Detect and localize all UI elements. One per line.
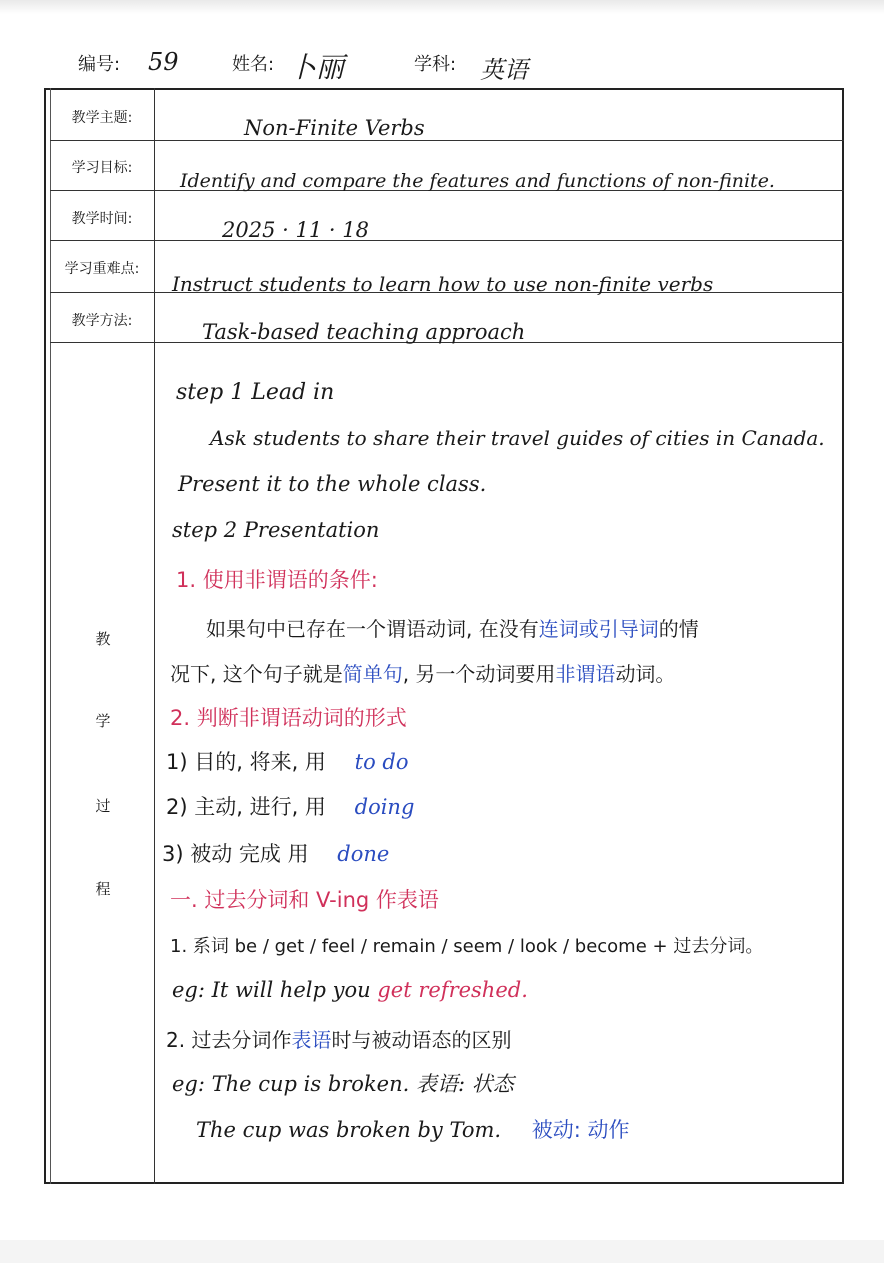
part-item-1: 1. 系词 be / get / feel / remain / seem / look / become + 过去分词。 [170, 936, 764, 957]
step1-line1: Ask students to share their travel guides of cities in Canada. [210, 426, 825, 450]
goal-label: 学习目标: [71, 160, 133, 176]
process-label-char: 程 [95, 880, 111, 898]
subject-value: 英语 [480, 56, 528, 84]
process-label-char: 教 [95, 630, 111, 648]
table-inner-border [50, 88, 51, 1184]
form-text: 2) 主动, 进行, 用 [166, 795, 326, 819]
step1-line2: Present it to the whole class. [178, 472, 487, 496]
method-label: 教学方法: [71, 313, 133, 329]
method-value: Task-based teaching approach [202, 320, 526, 344]
process-label-char: 学 [95, 712, 111, 730]
example-highlight: 被动: 动作 [531, 1118, 630, 1142]
part-text: 2. 过去分词作 [166, 1028, 292, 1052]
condition-para-2 [170, 658, 675, 687]
goal-value: Identify and compare the features and functions of non-finite. [180, 170, 775, 192]
example-1 [172, 978, 528, 1002]
subject-label: 学科: [414, 54, 457, 75]
form-item-3 [162, 838, 389, 868]
example-highlight: get refreshed. [377, 978, 528, 1002]
step2-title: step 2 Presentation [172, 518, 380, 542]
example-3 [196, 1114, 630, 1144]
condition-text: 的情 [658, 617, 699, 641]
form-highlight: done [337, 842, 390, 866]
part-item-2 [166, 1024, 511, 1053]
number-value: 59 [148, 48, 179, 76]
name-label: 姓名: [232, 54, 275, 75]
row-divider [50, 140, 844, 141]
condition-text: 如果句中已存在一个谓语动词, 在没有 [206, 617, 539, 641]
part-title: 一. 过去分词和 V-ing 作表语 [170, 888, 439, 912]
form-text: 3) 被动 完成 用 [162, 842, 309, 866]
condition-text: , 另一个动词要用 [402, 662, 556, 686]
time-label: 教学时间: [71, 211, 133, 227]
label-column-divider [154, 88, 155, 1184]
example-text: eg: It will help you [172, 978, 371, 1002]
condition-text: 动词。 [615, 662, 676, 686]
condition-para-1 [206, 613, 699, 642]
form-item-2 [166, 791, 414, 821]
condition-title: 1. 使用非谓语的条件: [176, 568, 378, 592]
step1-title: step 1 Lead in [176, 380, 335, 405]
process-label-char: 过 [95, 797, 111, 815]
condition-highlight: 连词或引导词 [538, 617, 659, 641]
example-2: eg: The cup is broken. 表语: 状态 [172, 1072, 514, 1096]
number-label: 编号: [78, 54, 121, 75]
scan-edge-top [0, 0, 884, 14]
form-highlight: doing [354, 795, 415, 819]
form-title: 2. 判断非谓语动词的形式 [170, 706, 407, 730]
condition-highlight: 简单句 [342, 662, 403, 686]
scan-edge-bottom [0, 1240, 884, 1263]
row-divider [50, 240, 844, 241]
form-highlight: to do [354, 750, 409, 774]
part-highlight: 表语 [291, 1028, 332, 1052]
keypoint-value: Instruct students to learn how to use non-finite verbs [172, 272, 714, 296]
part-text: 时与被动语态的区别 [331, 1028, 512, 1052]
example-text: The cup was broken by Tom. [196, 1118, 502, 1142]
condition-text: 况下, 这个句子就是 [170, 662, 343, 686]
time-value: 2025 · 11 · 18 [222, 218, 369, 242]
keypoint-label: 学习重难点: [64, 261, 140, 277]
form-item-1 [166, 746, 408, 776]
name-value: 卜丽 [288, 51, 345, 84]
condition-highlight: 非谓语 [555, 662, 616, 686]
topic-label: 教学主题: [71, 110, 133, 126]
topic-value: Non-Finite Verbs [244, 116, 425, 140]
form-text: 1) 目的, 将来, 用 [166, 750, 326, 774]
